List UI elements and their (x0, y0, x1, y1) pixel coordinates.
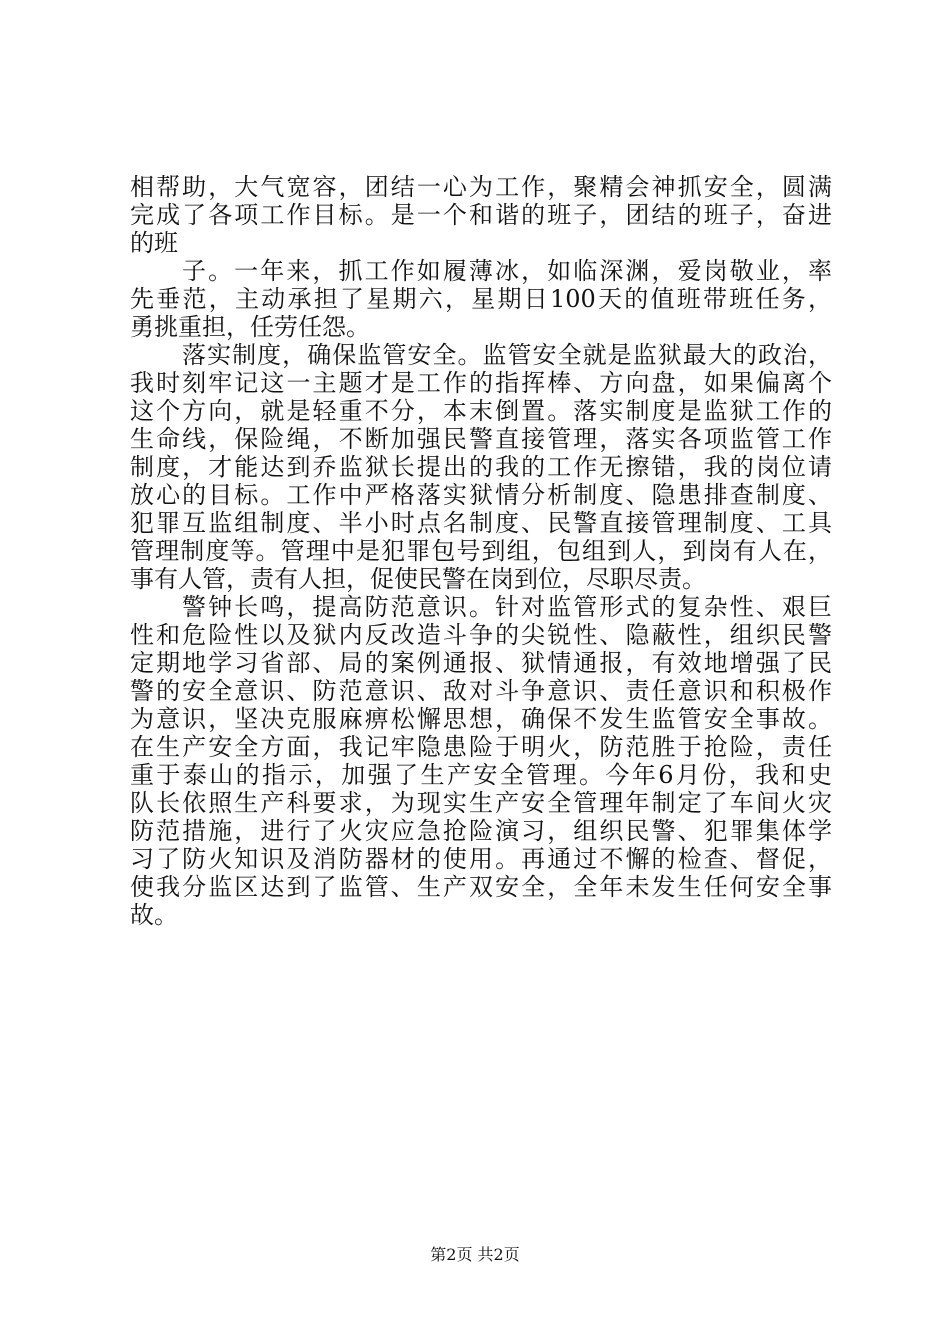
text-line: 定期地学习省部、局的案例通报、狱情通报，有效地增强了民 (130, 649, 832, 677)
text-line: 队长依照生产科要求，为现实生产安全管理年制定了车间火灾 (130, 789, 832, 817)
text-line: 警钟长鸣，提高防范意识。针对监管形式的复杂性、艰巨 (182, 593, 832, 621)
body-text (130, 173, 832, 929)
text-line: 完成了各项工作目标。是一个和谐的班子，团结的班子，奋进 (130, 201, 832, 229)
page-footer: 第2页 共2页 (430, 1245, 520, 1264)
text-line: 故。 (130, 901, 178, 929)
text-line: 习了防火知识及消防器材的使用。再通过不懈的检查、督促， (130, 845, 832, 873)
text-line: 为意识，坚决克服麻痹松懈思想，确保不发生监管安全事故。 (130, 705, 832, 733)
text-line: 放心的目标。工作中严格落实狱情分析制度、隐患排查制度、 (130, 481, 832, 509)
text-line: 在生产安全方面，我记牢隐患险于明火，防范胜于抢险，责任 (130, 733, 832, 761)
text-line: 生命线，保险绳，不断加强民警直接管理，落实各项监管工作 (130, 425, 832, 453)
text-line: 管理制度等。管理中是犯罪包号到组，包组到人，到岗有人在， (130, 537, 832, 565)
text-line: 落实制度，确保监管安全。监管安全就是监狱最大的政治， (182, 341, 832, 369)
text-line: 制度，才能达到乔监狱长提出的我的工作无擦错，我的岗位请 (130, 453, 832, 481)
text-line: 我时刻牢记这一主题才是工作的指挥棒、方向盘，如果偏离个 (130, 369, 832, 397)
text-line: 犯罪互监组制度、半小时点名制度、民警直接管理制度、工具 (130, 509, 832, 537)
text-line: 事有人管，责有人担，促使民警在岗到位，尽职尽责。 (130, 565, 706, 593)
text-line: 使我分监区达到了监管、生产双安全，全年未发生任何安全事 (130, 873, 832, 901)
text-line: 的班 (130, 229, 178, 257)
text-line: 先垂范，主动承担了星期六，星期日100天的值班带班任务， (130, 285, 832, 313)
text-line: 这个方向，就是轻重不分，本末倒置。落实制度是监狱工作的 (130, 397, 832, 425)
text-line: 性和危险性以及狱内反改造斗争的尖锐性、隐蔽性，组织民警 (130, 621, 832, 649)
text-line: 相帮助，大气宽容，团结一心为工作，聚精会神抓安全，圆满 (130, 173, 832, 201)
text-line: 勇挑重担，任劳任怨。 (130, 313, 370, 341)
text-line: 防范措施，进行了火灾应急抢险演习，组织民警、犯罪集体学 (130, 817, 832, 845)
text-line: 警的安全意识、防范意识、敌对斗争意识、责任意识和积极作 (130, 677, 832, 705)
text-line: 子。一年来，抓工作如履薄冰，如临深渊，爱岗敬业，率 (182, 257, 832, 285)
text-line: 重于泰山的指示，加强了生产安全管理。今年6月份，我和史 (130, 761, 832, 789)
